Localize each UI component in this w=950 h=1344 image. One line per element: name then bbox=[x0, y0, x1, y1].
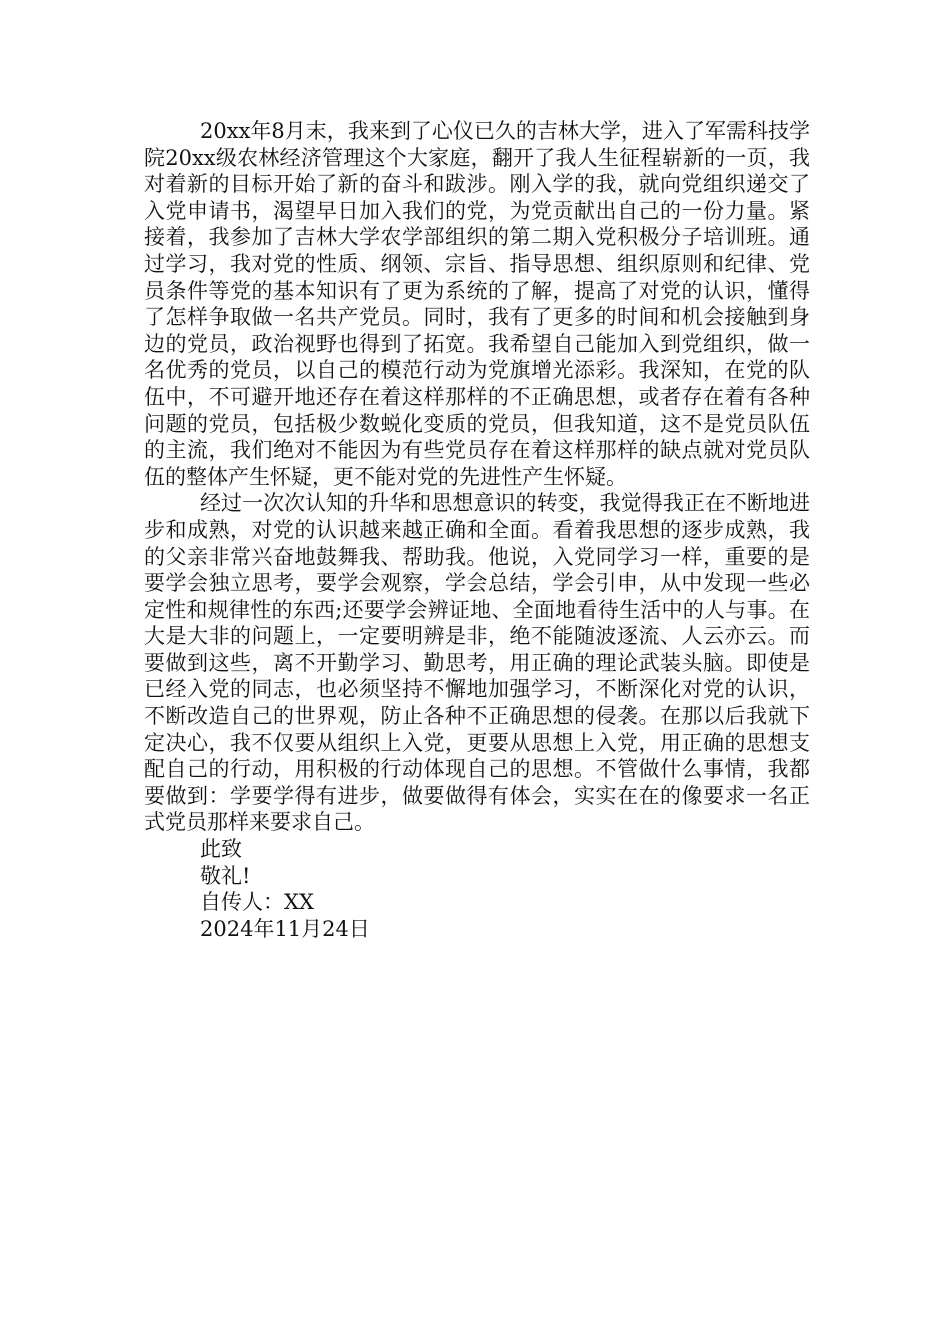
body-paragraph-2: 经过一次次认知的升华和思想意识的转变，我觉得我正在不断地进步和成熟，对党的认识越来越正确和全面。看着我思想的逐步成熟，我的父亲非常兴奋地鼓舞我、帮助我。他说，入党同学习一样，重要的是要学会独立思考，要学会观察，学会总结，学会引申，从中发现一些必定性和规律性的东西;还要学会辨证地、全面地看待生活中的人与事。在大是大非的问题上，一定要明辨是非，绝不能随波逐流、人云亦云。而要做到这些，离不开勤学习、勤思考，用正确的理论武装头脑。即使是已经入党的同志，也必须坚持不懈地加强学习，不断深化对党的认识，不断改造自己的世界观，防止各种不正确思想的侵袭。在那以后我就下定决心，我不仅要从组织上入党，更要从思想上入党，用正确的思想支配自己的行动，用积极的行动体现自己的思想。不管做什么事情，我都要做到：学要学得有进步，做要做得有体会，实实在在的像要求一名正式党员那样来要求自己。 bbox=[144, 491, 810, 835]
closing-regards: 敬礼! bbox=[200, 863, 251, 888]
author-signature: 自传人：XX bbox=[200, 890, 314, 915]
body-paragraph-1: 20xx年8月末，我来到了心仪已久的吉林大学，进入了军需科技学院20xx级农林经济管理这个大家庭，翻开了我人生征程崭新的一页，我对着新的目标开始了新的奋斗和跋涉。刚入学的我，就向党组织递交了入党申请书，渴望早日加入我们的党，为党贡献出自己的一份力量。紧接着，我参加了吉林大学农学部组织的第二期入党积极分子培训班。通过学习，我对党的性质、纲领、宗旨、指导思想、组织原则和纪律、党员条件等党的基本知识有了更为系统的了解，提高了对党的认识，懂得了怎样争取做一名共产党员。同时，我有了更多的时间和机会接触到身边的党员，政治视野也得到了拓宽。我希望自己能加入到党组织，做一名优秀的党员，以自己的模范行动为党旗增光添彩。我深知，在党的队伍中，不可避开地还存在着这样那样的不正确思想，或者存在着有各种问题的党员，包括极少数蜕化变质的党员，但我知道，这不是党员队伍的主流，我们绝对不能因为有些党员存在着这样那样的缺点就对党员队伍的整体产生怀疑，更不能对党的先进性产生怀疑。 bbox=[144, 119, 810, 489]
document-date: 2024年11月24日 bbox=[200, 916, 370, 941]
closing-salutation: 此致 bbox=[200, 837, 242, 862]
document-page bbox=[144, 118, 810, 942]
